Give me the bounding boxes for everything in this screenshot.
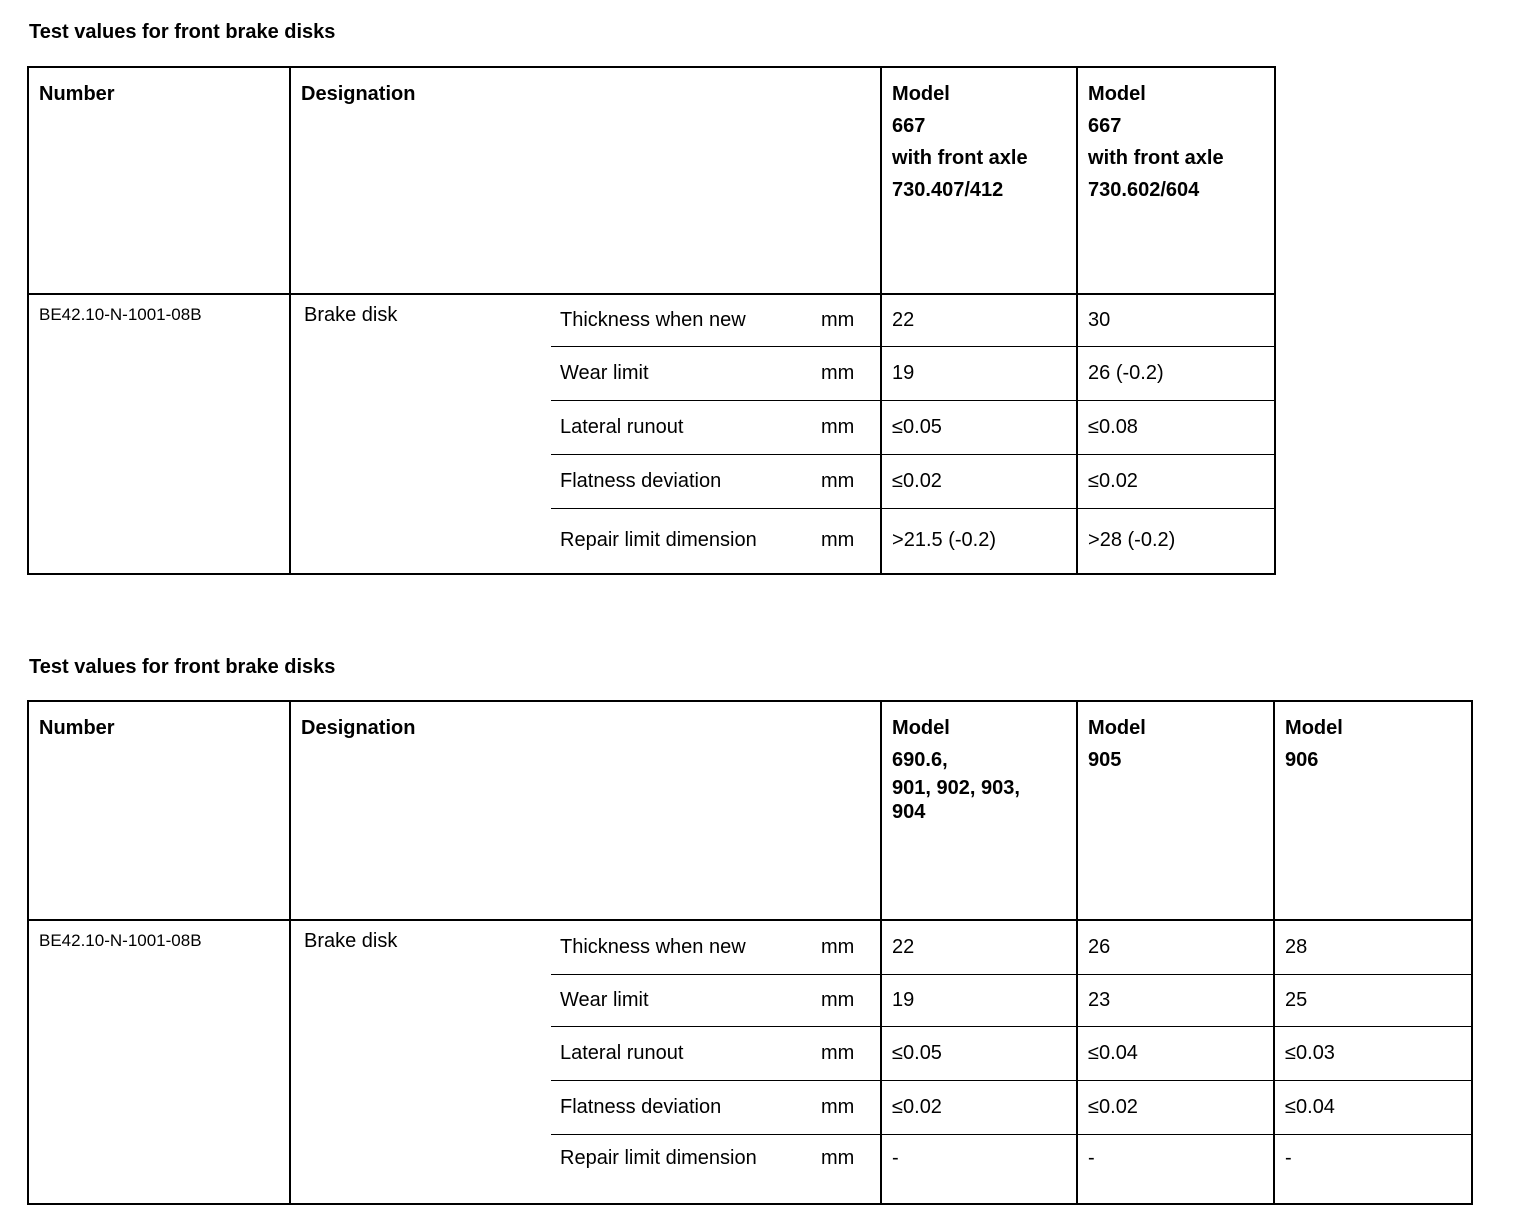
parameter-label: Thickness when new: [551, 920, 821, 974]
part-number: BE42.10-N-1001-08B: [28, 920, 290, 1204]
value-cell: 26 (-0.2): [1077, 346, 1275, 400]
header-model-line: with front axle: [1088, 147, 1224, 169]
header-model-line: with front axle: [892, 147, 1028, 169]
header-model-line: 667: [1088, 115, 1122, 137]
unit-label: mm: [821, 1080, 881, 1134]
parameter-label: Flatness deviation: [551, 1080, 821, 1134]
value-cell: ≤0.04: [1274, 1080, 1472, 1134]
parameter-label: Wear limit: [551, 346, 821, 400]
value-cell: 28: [1274, 920, 1472, 974]
value-cell: ≤0.02: [881, 454, 1077, 508]
header-model-line: 905: [1088, 749, 1122, 771]
value-cell: >21.5 (-0.2): [881, 508, 1077, 574]
table-header-row: [28, 67, 1275, 294]
value-cell: ≤0.02: [1077, 1080, 1274, 1134]
unit-label: mm: [821, 974, 881, 1026]
value-cell: -: [881, 1134, 1077, 1204]
unit-label: mm: [821, 294, 881, 346]
header-number: Number: [28, 701, 290, 920]
table-row: [28, 294, 1275, 346]
section-title-2: Test values for front brake disks: [29, 656, 336, 678]
value-cell: 19: [881, 974, 1077, 1026]
parameter-label: Lateral runout: [551, 400, 821, 454]
header-model-line: 667: [892, 115, 926, 137]
parameter-label: Wear limit: [551, 974, 821, 1026]
value-cell: 22: [881, 920, 1077, 974]
unit-label: mm: [821, 1134, 881, 1204]
header-model-line: 901, 902, 903, 904: [892, 777, 1020, 823]
table-header-row: [28, 701, 1472, 920]
header-model-line: 730.407/412: [892, 179, 1004, 201]
test-values-table-2: [27, 700, 1473, 1205]
value-cell: 19: [881, 346, 1077, 400]
parameter-label: Repair limit dimension: [551, 1134, 821, 1204]
header-model-2: [1077, 701, 1274, 920]
value-cell: 23: [1077, 974, 1274, 1026]
value-cell: 30: [1077, 294, 1275, 346]
value-cell: ≤0.03: [1274, 1026, 1472, 1080]
header-model-line: 906: [1285, 749, 1319, 771]
header-model-line: 730.602/604: [1088, 179, 1200, 201]
value-cell: 26: [1077, 920, 1274, 974]
header-number: Number: [28, 67, 290, 294]
value-cell: -: [1274, 1134, 1472, 1204]
table-row: [28, 920, 1472, 974]
section-title-1: Test values for front brake disks: [29, 21, 336, 43]
header-model-line: Model: [892, 83, 950, 105]
parameter-label: Lateral runout: [551, 1026, 821, 1080]
test-values-table-1: [27, 66, 1276, 575]
header-designation: Designation: [290, 67, 881, 294]
value-cell: -: [1077, 1134, 1274, 1204]
header-model-line: 690.6,: [892, 749, 948, 771]
value-cell: >28 (-0.2): [1077, 508, 1275, 574]
parameter-label: Repair limit dimension: [551, 508, 821, 574]
unit-label: mm: [821, 454, 881, 508]
value-cell: ≤0.08: [1077, 400, 1275, 454]
unit-label: mm: [821, 400, 881, 454]
unit-label: mm: [821, 346, 881, 400]
header-model-1: [881, 701, 1077, 920]
value-cell: 22: [881, 294, 1077, 346]
value-cell: ≤0.05: [881, 400, 1077, 454]
parameter-label: Thickness when new: [551, 294, 821, 346]
value-cell: ≤0.02: [881, 1080, 1077, 1134]
header-model-line: Model: [1088, 717, 1146, 739]
unit-label: mm: [821, 920, 881, 974]
header-model-2: [1077, 67, 1275, 294]
value-cell: ≤0.02: [1077, 454, 1275, 508]
header-designation: Designation: [290, 701, 881, 920]
value-cell: ≤0.05: [881, 1026, 1077, 1080]
value-cell: ≤0.04: [1077, 1026, 1274, 1080]
part-number: BE42.10-N-1001-08B: [28, 294, 290, 574]
header-model-3: [1274, 701, 1472, 920]
parameter-label: Flatness deviation: [551, 454, 821, 508]
unit-label: mm: [821, 508, 881, 574]
header-model-line: Model: [892, 717, 950, 739]
value-cell: 25: [1274, 974, 1472, 1026]
header-model-1: [881, 67, 1077, 294]
unit-label: mm: [821, 1026, 881, 1080]
designation-value: Brake disk: [290, 920, 551, 1204]
header-model-line: Model: [1088, 83, 1146, 105]
header-model-line: Model: [1285, 717, 1343, 739]
designation-value: Brake disk: [290, 294, 551, 574]
